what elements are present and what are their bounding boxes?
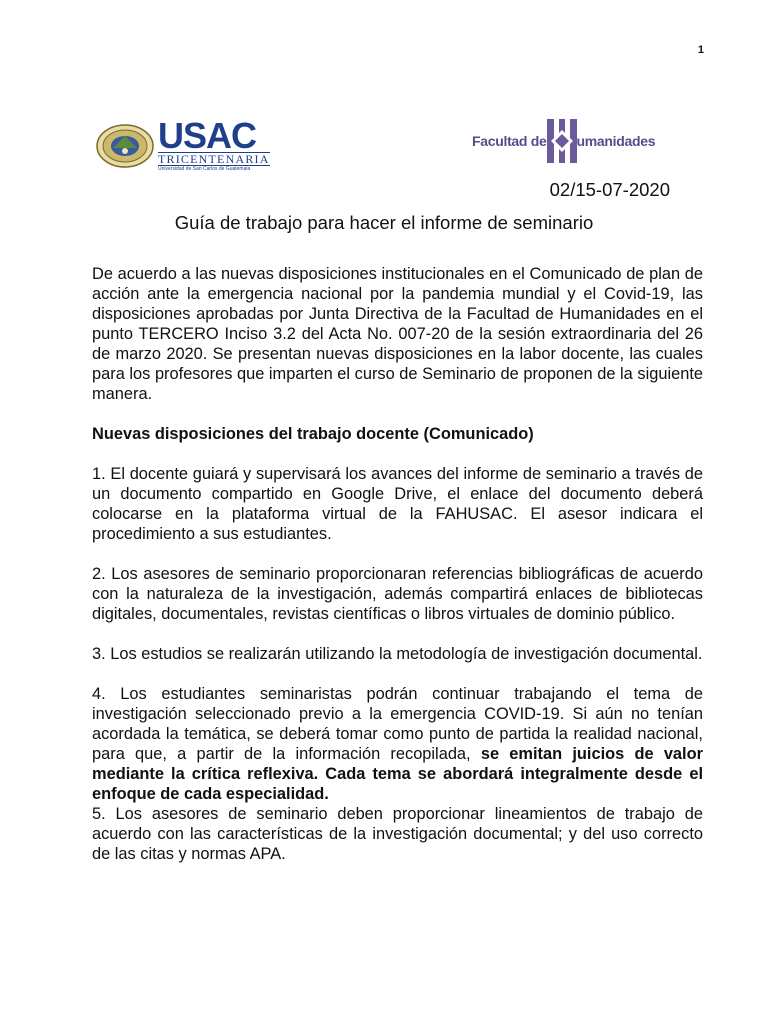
section-heading: Nuevas disposiciones del trabajo docente (Comunicado) bbox=[92, 425, 534, 443]
document-body bbox=[92, 264, 703, 884]
usac-logo-tagline: Universidad de San Carlos de Guatemala bbox=[158, 165, 251, 172]
page-number: 1 bbox=[697, 44, 704, 56]
document-title: Guía de trabajo para hacer el informe de seminario bbox=[174, 212, 594, 233]
humanidades-logo bbox=[472, 116, 682, 166]
usac-logo-name: USAC bbox=[158, 114, 257, 156]
list-item-4-bold-text: se emitan juicios de valor mediante la crítica reflexiva. Cada tema se abordará integralmente desde el enfoque de cada especialidad. bbox=[92, 745, 703, 803]
intro-paragraph: De acuerdo a las nuevas disposiciones institucionales en el Comunicado de plan de acción ante la emergencia nacional por la pandemia mundial y el Covid-19, las disposiciones aprobadas por Junta Directiva de la Facultad de Humanidades en el punto TERCERO Inciso 3.2 del Acta No. 007-20 de la sesión extraordinaria del 26 de marzo 2020. Se presentan nuevas disposiciones en la labor docente, las cuales para los profesores que imparten el curso de Seminario de proponen de la siguiente manera. bbox=[92, 265, 703, 403]
humanidades-logo-right-text: umanidades bbox=[576, 133, 656, 149]
document-date: 02/15-07-2020 bbox=[549, 179, 670, 200]
humanidades-h-icon bbox=[545, 117, 579, 165]
list-item-5: 5. Los asesores de seminario deben proporcionar lineamientos de trabajo de acuerdo con las características de la investigación documental; y del uso correcto de las citas y normas APA. bbox=[92, 805, 703, 863]
list-item-1: 1. El docente guiará y supervisará los avances del informe de seminario a través de un documento compartido en Google Drive, el enlace del documento deberá colocarse en la plataforma virtual de la FAHUSAC. El asesor indicara el procedimiento a sus estudiantes. bbox=[92, 465, 703, 543]
usac-seal-icon bbox=[96, 124, 154, 168]
usac-logo-subtitle: TRICENTENARIA bbox=[158, 151, 270, 166]
list-item-2: 2. Los asesores de seminario proporcionaran referencias bibliográficas de acuerdo con la naturaleza de la investigación, además compartirá enlaces de bibliotecas digitales, documentales, revistas científicas o libros virtuales de dominio público. bbox=[92, 565, 703, 623]
usac-logo bbox=[96, 114, 296, 172]
list-item-4-text: 4. Los estudiantes seminaristas podrán continuar trabajando el tema de investigación seleccionado previo a la emergencia COVID-19. Si aún no tenían acordada la temática, se deberá tomar como punto de partida la realidad nacional, para que, a partir de la información recopilada, bbox=[92, 685, 703, 763]
list-item-4 bbox=[92, 684, 703, 804]
list-item-3: 3. Los estudios se realizarán utilizando la metodología de investigación documental. bbox=[92, 645, 703, 663]
humanidades-logo-left-text: Facultad de bbox=[472, 133, 547, 149]
